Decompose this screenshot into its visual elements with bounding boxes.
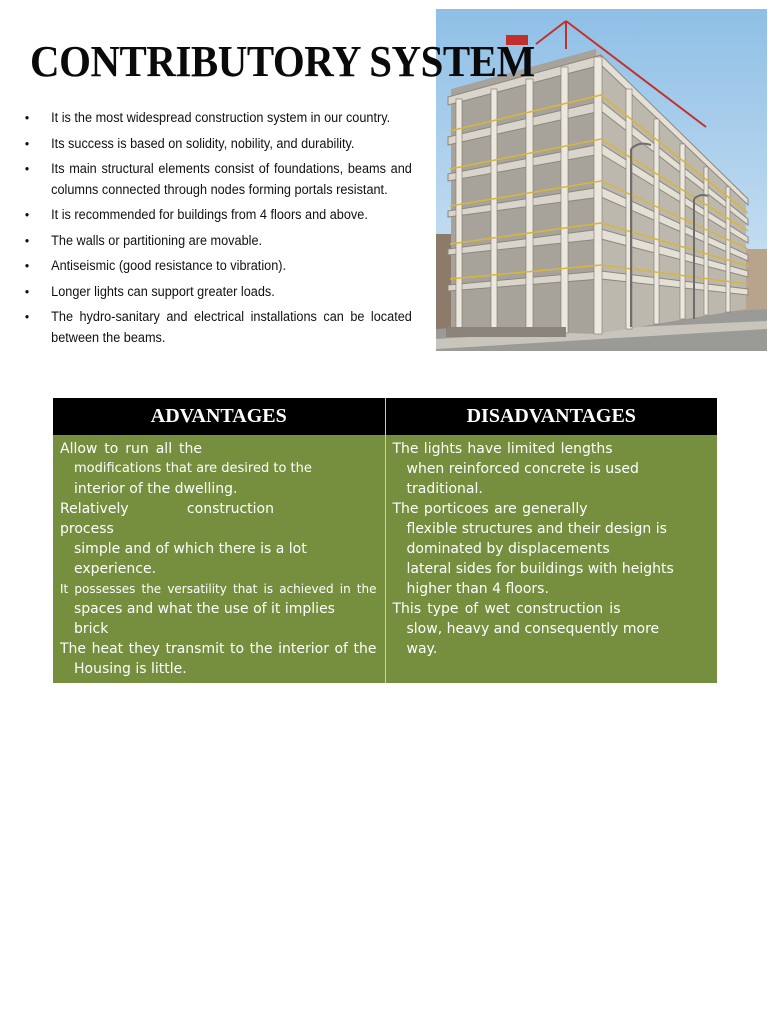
list-item: • The walls or partitioning are movable.	[22, 231, 412, 252]
advantage-line: spaces and what the use of it implies	[74, 601, 335, 617]
advantage-line: simple and of which there is a lot	[74, 541, 307, 557]
page-title: CONTRIBUTORY SYSTEM	[30, 37, 535, 86]
advantages-header: ADVANTAGES	[53, 398, 385, 435]
feature-list	[22, 108, 412, 353]
advantage-line: It possesses the versatility that is achieved in the	[60, 582, 377, 596]
disadvantage-line: This type of wet construction is	[392, 601, 621, 617]
advantage-line: Housing is little.	[74, 661, 187, 677]
disadvantages-header: DISADVANTAGES	[385, 398, 717, 435]
list-item: • The hydro-sanitary and electrical installations can be located between the beams.	[22, 307, 412, 348]
disadvantage-line: flexible structures and their design is	[406, 521, 667, 537]
disadvantage-line: slow, heavy and consequently more	[406, 621, 660, 637]
disadvantage-line: dominated by displacements	[406, 541, 610, 557]
advantage-line: Allow to run all the	[60, 441, 202, 457]
advantage-line: Relatively construction process	[60, 501, 274, 537]
disadvantages-cell	[385, 435, 717, 683]
list-item: • It is the most widespread construction system in our country.	[22, 108, 412, 129]
advantage-line: interior of the dwelling.	[74, 481, 238, 497]
advantage-line: The heat they transmit to the interior of the	[60, 641, 377, 657]
comparison-table-wrapper	[53, 398, 717, 683]
advantage-line: brick	[74, 621, 109, 637]
list-item: • Antiseismic (good resistance to vibration).	[22, 256, 412, 277]
list-item: • Longer lights can support greater loads.	[22, 282, 412, 303]
advantages-cell	[53, 435, 385, 683]
disadvantage-line: The porticoes are generally	[392, 501, 588, 517]
list-item: • It is recommended for buildings from 4 floors and above.	[22, 205, 412, 226]
comparison-table	[53, 398, 717, 683]
list-item: • Its success is based on solidity, nobility, and durability.	[22, 134, 412, 155]
disadvantage-line: lateral sides for buildings with heights	[406, 561, 674, 577]
disadvantage-line: The lights have limited lengths	[392, 441, 613, 457]
list-item: • Its main structural elements consist of foundations, beams and columns connected through nodes forming portals resistant.	[22, 159, 412, 200]
disadvantage-line: higher than 4 floors.	[406, 581, 549, 597]
advantage-line: experience.	[74, 561, 157, 577]
disadvantage-line: traditional.	[406, 481, 483, 497]
advantage-line: modifications that are desired to the	[74, 461, 312, 476]
disadvantage-line: when reinforced concrete is used	[406, 461, 639, 477]
disadvantage-line: way.	[406, 641, 438, 657]
